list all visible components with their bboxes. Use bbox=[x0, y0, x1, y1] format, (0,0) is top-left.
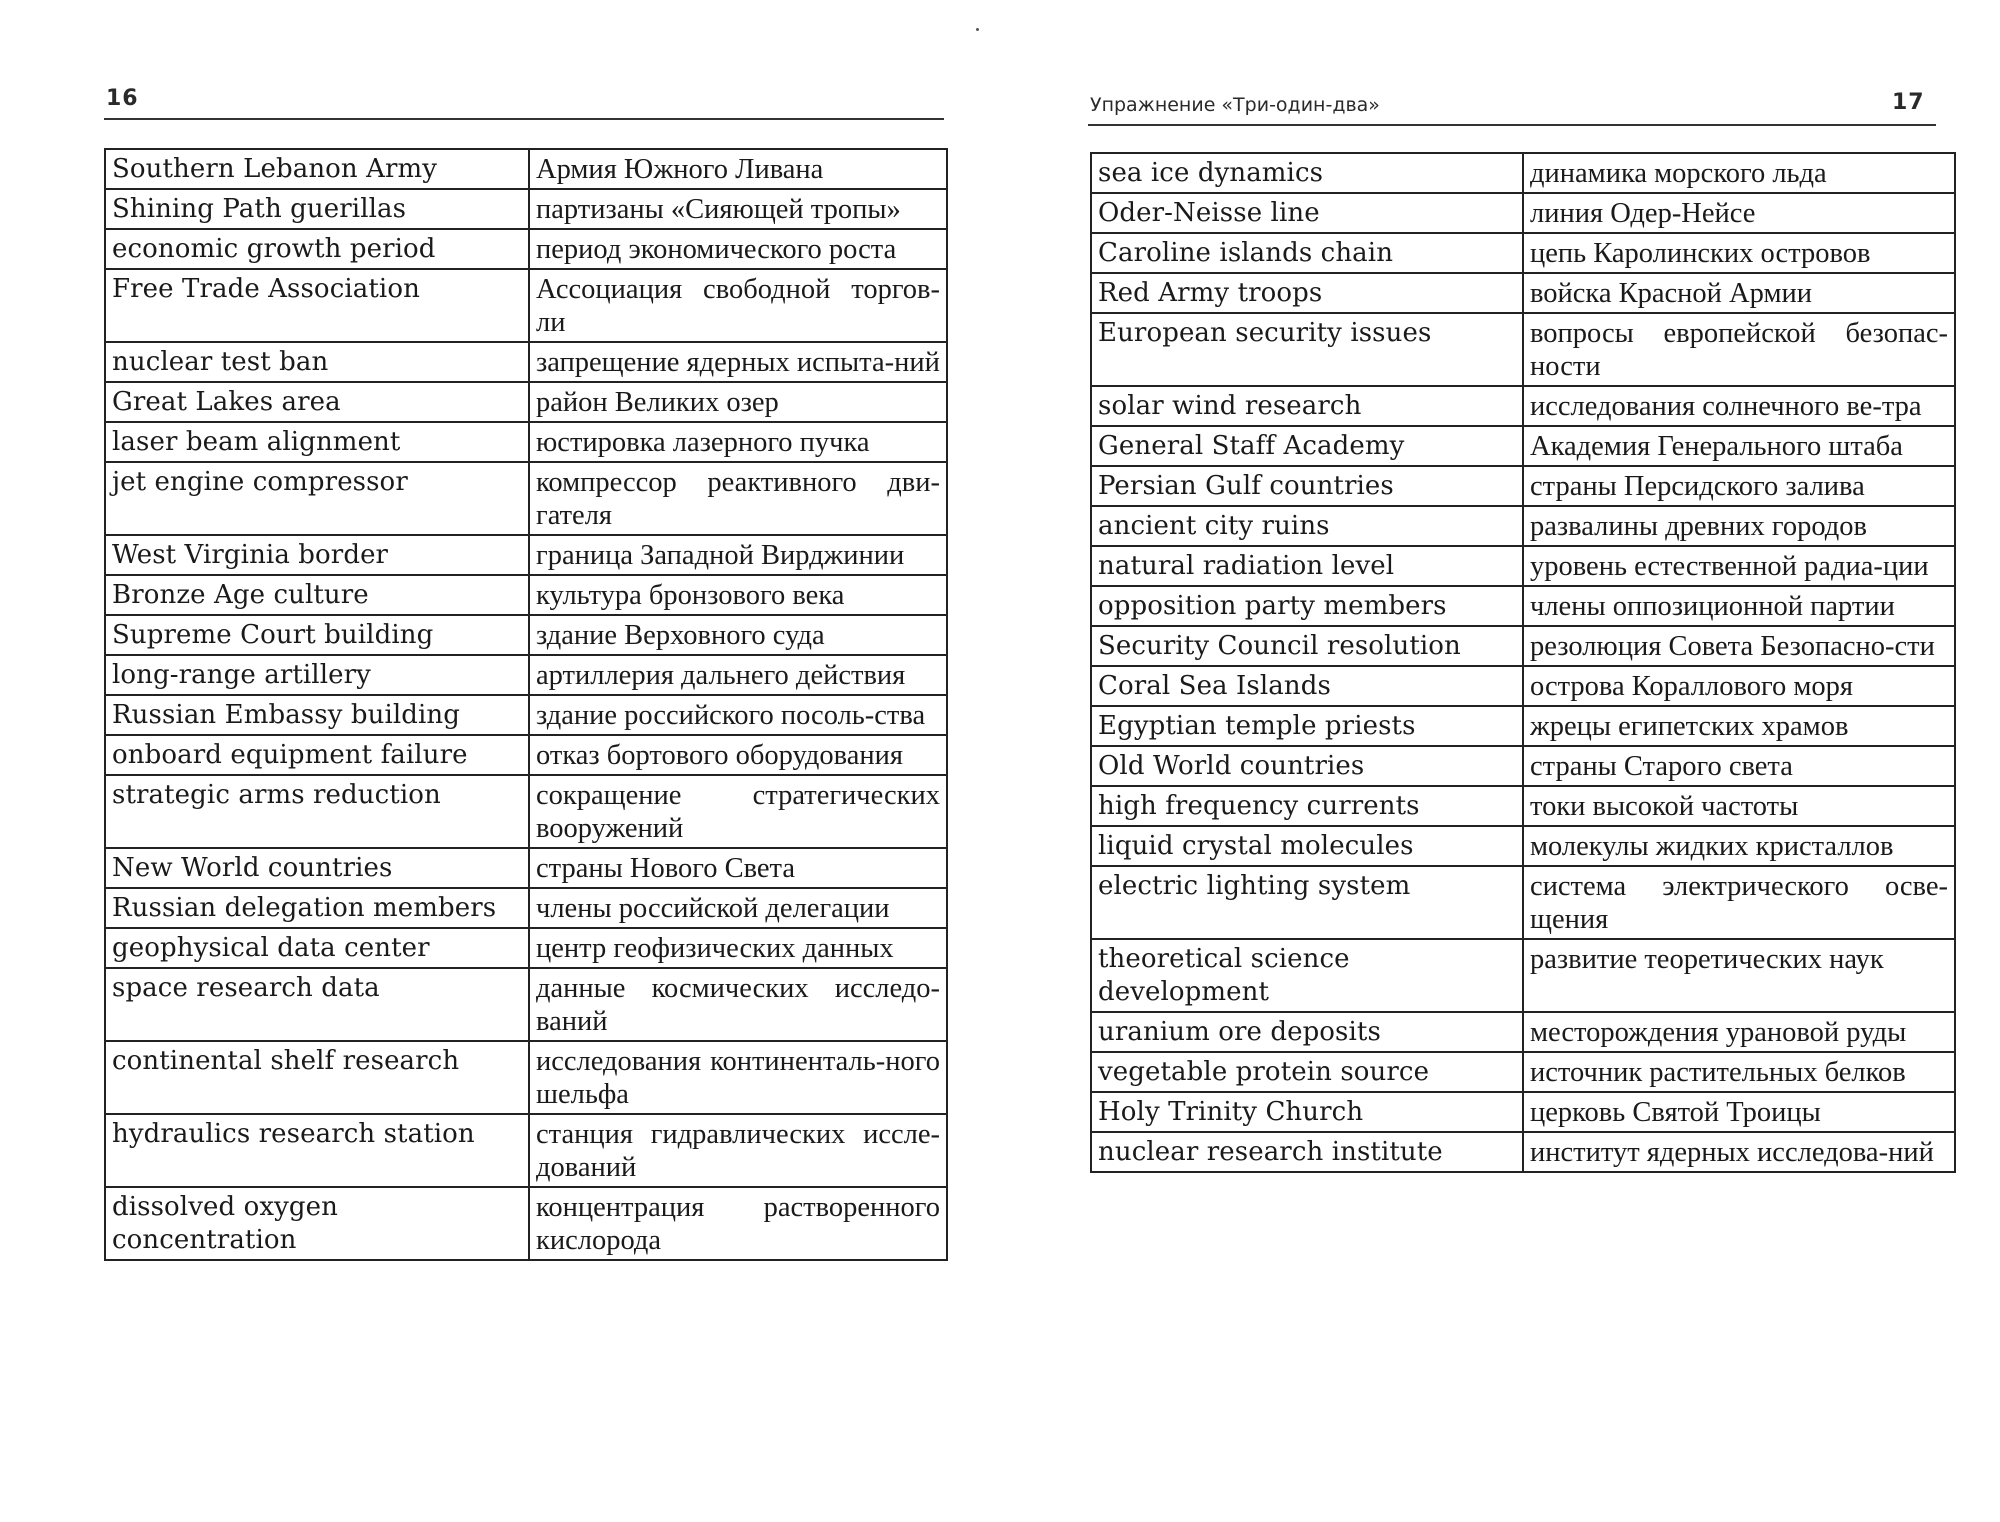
russian-translation: граница Западной Вирджинии bbox=[529, 535, 947, 575]
russian-translation: данные космических исследо-ваний bbox=[529, 968, 947, 1041]
header-rule-right bbox=[1088, 124, 1936, 126]
table-row bbox=[1091, 1092, 1955, 1132]
table-row bbox=[105, 342, 947, 382]
table-row bbox=[1091, 586, 1955, 626]
english-term: space research data bbox=[105, 968, 529, 1041]
russian-translation: сокращение стратегических вооружений bbox=[529, 775, 947, 848]
english-term: opposition party members bbox=[1091, 586, 1523, 626]
russian-translation: цепь Каролинских островов bbox=[1523, 233, 1955, 273]
table-row bbox=[105, 535, 947, 575]
english-term: laser beam alignment bbox=[105, 422, 529, 462]
header-rule-left bbox=[104, 118, 944, 120]
english-term: natural radiation level bbox=[1091, 546, 1523, 586]
table-row bbox=[105, 848, 947, 888]
english-term: nuclear test ban bbox=[105, 342, 529, 382]
english-term: nuclear research institute bbox=[1091, 1132, 1523, 1172]
russian-translation: линия Одер-Нейсе bbox=[1523, 193, 1955, 233]
table-row bbox=[1091, 1052, 1955, 1092]
english-term: Shining Path guerillas bbox=[105, 189, 529, 229]
english-term: Security Council resolution bbox=[1091, 626, 1523, 666]
russian-translation: здание российского посоль-ства bbox=[529, 695, 947, 735]
russian-translation: источник растительных белков bbox=[1523, 1052, 1955, 1092]
russian-translation: острова Кораллового моря bbox=[1523, 666, 1955, 706]
english-term: vegetable protein source bbox=[1091, 1052, 1523, 1092]
table-row bbox=[105, 968, 947, 1041]
russian-translation: отказ бортового оборудования bbox=[529, 735, 947, 775]
russian-translation: культура бронзового века bbox=[529, 575, 947, 615]
english-term: Free Trade Association bbox=[105, 269, 529, 342]
russian-translation: молекулы жидких кристаллов bbox=[1523, 826, 1955, 866]
english-term: Southern Lebanon Army bbox=[105, 149, 529, 189]
page-number-left: 16 bbox=[106, 86, 139, 111]
english-term: dissolved oxygen concentration bbox=[105, 1187, 529, 1260]
table-row bbox=[1091, 426, 1955, 466]
russian-translation: уровень естественной радиа-ции bbox=[1523, 546, 1955, 586]
table-row bbox=[105, 422, 947, 462]
russian-translation: центр геофизических данных bbox=[529, 928, 947, 968]
english-term: European security issues bbox=[1091, 313, 1523, 386]
english-term: Red Army troops bbox=[1091, 273, 1523, 313]
english-term: Holy Trinity Church bbox=[1091, 1092, 1523, 1132]
table-row bbox=[1091, 466, 1955, 506]
english-term: Egyptian temple priests bbox=[1091, 706, 1523, 746]
russian-translation: церковь Святой Троицы bbox=[1523, 1092, 1955, 1132]
english-term: economic growth period bbox=[105, 229, 529, 269]
russian-translation: Академия Генерального штаба bbox=[1523, 426, 1955, 466]
english-term: Old World countries bbox=[1091, 746, 1523, 786]
table-row bbox=[105, 382, 947, 422]
table-row bbox=[1091, 866, 1955, 939]
russian-translation: артиллерия дальнего действия bbox=[529, 655, 947, 695]
russian-translation: члены оппозиционной партии bbox=[1523, 586, 1955, 626]
russian-translation: развалины древних городов bbox=[1523, 506, 1955, 546]
english-term: continental shelf research bbox=[105, 1041, 529, 1114]
russian-translation: развитие теоретических наук bbox=[1523, 939, 1955, 1012]
russian-translation: страны Персидского залива bbox=[1523, 466, 1955, 506]
english-term: General Staff Academy bbox=[1091, 426, 1523, 466]
russian-translation: жрецы египетских храмов bbox=[1523, 706, 1955, 746]
russian-translation: здание Верховного суда bbox=[529, 615, 947, 655]
english-term: hydraulics research station bbox=[105, 1114, 529, 1187]
table-row bbox=[105, 462, 947, 535]
table-row bbox=[105, 1041, 947, 1114]
table-row bbox=[105, 189, 947, 229]
russian-translation: компрессор реактивного дви-гателя bbox=[529, 462, 947, 535]
table-row bbox=[1091, 386, 1955, 426]
vocab-table-right bbox=[1090, 152, 1956, 1173]
table-row bbox=[1091, 153, 1955, 193]
russian-translation: система электрического осве-щения bbox=[1523, 866, 1955, 939]
table-row bbox=[1091, 273, 1955, 313]
russian-translation: войска Красной Армии bbox=[1523, 273, 1955, 313]
table-row bbox=[1091, 626, 1955, 666]
russian-translation: Армия Южного Ливана bbox=[529, 149, 947, 189]
table-row bbox=[105, 229, 947, 269]
english-term: solar wind research bbox=[1091, 386, 1523, 426]
english-term: electric lighting system bbox=[1091, 866, 1523, 939]
english-term: Caroline islands chain bbox=[1091, 233, 1523, 273]
table-row bbox=[1091, 746, 1955, 786]
scan-speck bbox=[976, 28, 979, 31]
russian-translation: месторождения урановой руды bbox=[1523, 1012, 1955, 1052]
table-row bbox=[105, 615, 947, 655]
russian-translation: исследования солнечного ве-тра bbox=[1523, 386, 1955, 426]
english-term: strategic arms reduction bbox=[105, 775, 529, 848]
english-term: liquid crystal molecules bbox=[1091, 826, 1523, 866]
table-row bbox=[1091, 826, 1955, 866]
english-term: onboard equipment failure bbox=[105, 735, 529, 775]
english-term: Supreme Court building bbox=[105, 615, 529, 655]
english-term: West Virginia border bbox=[105, 535, 529, 575]
english-term: Coral Sea Islands bbox=[1091, 666, 1523, 706]
english-term: ancient city ruins bbox=[1091, 506, 1523, 546]
english-term: Oder-Neisse line bbox=[1091, 193, 1523, 233]
russian-translation: институт ядерных исследова-ний bbox=[1523, 1132, 1955, 1172]
english-term: uranium ore deposits bbox=[1091, 1012, 1523, 1052]
english-term: long-range artillery bbox=[105, 655, 529, 695]
table-row bbox=[105, 575, 947, 615]
english-term: Bronze Age culture bbox=[105, 575, 529, 615]
table-row bbox=[1091, 313, 1955, 386]
table-row bbox=[105, 775, 947, 848]
vocab-table-left bbox=[104, 148, 948, 1261]
russian-translation: вопросы европейской безопас-ности bbox=[1523, 313, 1955, 386]
russian-translation: Ассоциация свободной торгов-ли bbox=[529, 269, 947, 342]
table-row bbox=[1091, 786, 1955, 826]
table-row bbox=[1091, 666, 1955, 706]
table-row bbox=[1091, 1012, 1955, 1052]
table-row bbox=[1091, 506, 1955, 546]
table-row bbox=[105, 928, 947, 968]
running-title: Упражнение «Три-один-два» bbox=[1090, 94, 1380, 116]
russian-translation: страны Нового Света bbox=[529, 848, 947, 888]
russian-translation: запрещение ядерных испыта-ний bbox=[529, 342, 947, 382]
table-row bbox=[105, 1187, 947, 1260]
table-row bbox=[105, 735, 947, 775]
table-row bbox=[1091, 939, 1955, 1012]
page-number-right: 17 bbox=[1892, 90, 1925, 115]
table-row bbox=[105, 269, 947, 342]
russian-translation: токи высокой частоты bbox=[1523, 786, 1955, 826]
table-row bbox=[105, 888, 947, 928]
table-row bbox=[105, 655, 947, 695]
table-row bbox=[1091, 706, 1955, 746]
english-term: Persian Gulf countries bbox=[1091, 466, 1523, 506]
russian-translation: район Великих озер bbox=[529, 382, 947, 422]
russian-translation: исследования континенталь-ного шельфа bbox=[529, 1041, 947, 1114]
table-row bbox=[1091, 1132, 1955, 1172]
english-term: Great Lakes area bbox=[105, 382, 529, 422]
table-row bbox=[105, 695, 947, 735]
russian-translation: станция гидравлических иссле-дований bbox=[529, 1114, 947, 1187]
english-term: high frequency currents bbox=[1091, 786, 1523, 826]
russian-translation: юстировка лазерного пучка bbox=[529, 422, 947, 462]
russian-translation: партизаны «Сияющей тропы» bbox=[529, 189, 947, 229]
english-term: jet engine compressor bbox=[105, 462, 529, 535]
russian-translation: динамика морского льда bbox=[1523, 153, 1955, 193]
russian-translation: период экономического роста bbox=[529, 229, 947, 269]
english-term: Russian Embassy building bbox=[105, 695, 529, 735]
english-term: geophysical data center bbox=[105, 928, 529, 968]
english-term: New World countries bbox=[105, 848, 529, 888]
table-row bbox=[1091, 193, 1955, 233]
table-row bbox=[105, 1114, 947, 1187]
english-term: sea ice dynamics bbox=[1091, 153, 1523, 193]
russian-translation: концентрация растворенного кислорода bbox=[529, 1187, 947, 1260]
left-page bbox=[0, 0, 990, 1522]
table-row bbox=[1091, 546, 1955, 586]
russian-translation: резолюция Совета Безопасно-сти bbox=[1523, 626, 1955, 666]
right-page bbox=[1010, 0, 2000, 1522]
russian-translation: страны Старого света bbox=[1523, 746, 1955, 786]
english-term: Russian delegation members bbox=[105, 888, 529, 928]
russian-translation: члены российской делегации bbox=[529, 888, 947, 928]
table-row bbox=[1091, 233, 1955, 273]
table-row bbox=[105, 149, 947, 189]
english-term: theoretical science development bbox=[1091, 939, 1523, 1012]
